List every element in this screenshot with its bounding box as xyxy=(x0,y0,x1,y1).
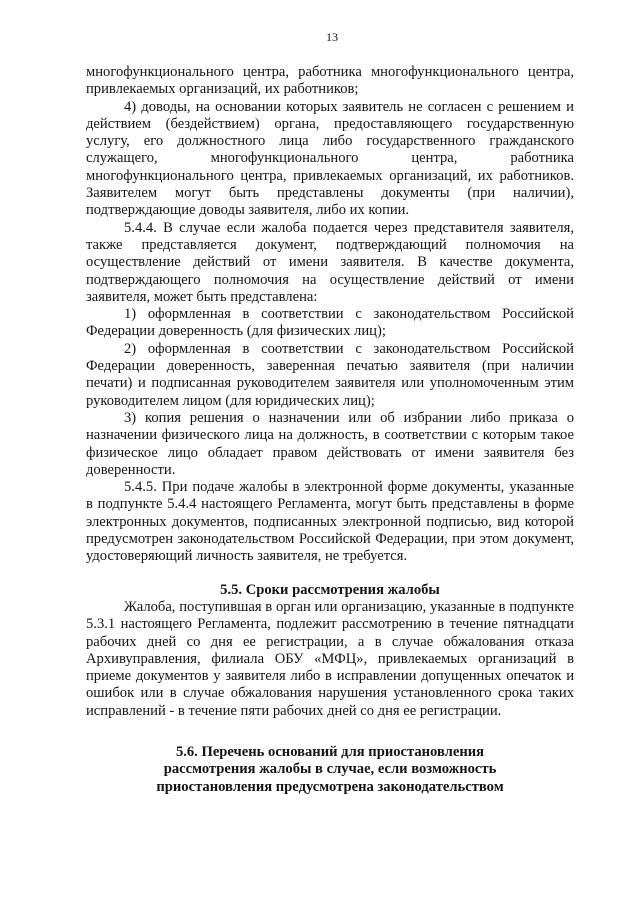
section-5-5-text: Жалоба, поступившая в орган или организацию, указанные в подпункте 5.3.1 настоящего Регламента, подлежит рассмотрению в течение пятнадцати рабочих дней со дня ее регистрации, а в случае обжалования отказа Архивуправления, филиала ОБУ «МФЦ», привлекаемых организаций в приеме документов у заявителя либо в исправлении допущенных опечаток и ошибок или в случае обжалования нарушения установленного срока таких исправлений - в течение пяти рабочих дней со дня ее регистрации. xyxy=(86,598,574,719)
paragraph-5-4-4-item-1: 1) оформленная в соответствии с законодательством Российской Федерации доверенность (для физических лиц); xyxy=(86,306,574,340)
paragraph-continuation: многофункционального центра, работника многофункционального центра, привлекаемых организаций, их работников; xyxy=(86,64,574,98)
paragraph-5-4-4-item-2: 2) оформленная в соответствии с законодательством Российской Федерации доверенность, заверенная печатью заявителя (при наличии печати) и подписанная руководителем заявителя или уполномоченным этим руководителем лицом (для юридических лиц); xyxy=(86,340,574,409)
section-5-6-title-line-2: рассмотрения жалобы в случае, если возможность xyxy=(163,761,497,778)
paragraph-5-4-5: 5.4.5. При подаче жалобы в электронной форме документы, указанные в подпункте 5.4.4 настоящего Регламента, могут быть представлены в форме электронных документов, подписанных электронной подписью, вид которой предусмотрен законодательством Российской Федерации, при этом документ, удостоверяющий личность заявителя, не требуется. xyxy=(86,479,574,565)
section-5-5-title: 5.5. Сроки рассмотрения жалобы xyxy=(220,581,440,598)
document-page xyxy=(86,30,574,796)
paragraph-item-4: 4) доводы, на основании которых заявитель не согласен с решением и действием (бездействием) органа, предоставляющего государственную услугу, его должностного лица либо государственного гражданского служащего, многофункционального центра, работника многофункционального центра, привлекаемых организаций, их работников. Заявителем могут быть представлены документы (при наличии), подтверждающие доводы заявителя, либо их копии. xyxy=(86,98,574,219)
section-5-6-title-line-3: приостановления предусмотрена законодательством xyxy=(156,778,504,795)
section-5-6-title-line-1: 5.6. Перечень оснований для приостановления xyxy=(175,743,485,760)
paragraph-5-4-4: 5.4.4. В случае если жалоба подается через представителя заявителя, также представляется документ, подтверждающий полномочия на осуществление действий от имени заявителя. В качестве документа, подтверждающего полномочия на осуществление действий от имени заявителя, может быть представлена: xyxy=(86,219,574,305)
page-number: 13 xyxy=(326,30,338,44)
section-5-6-title xyxy=(86,744,574,796)
paragraph-5-4-4-item-3: 3) копия решения о назначении или об избрании либо приказа о назначении физического лица на должность, в соответствии с которым такое физическое лицо обладает правом действовать от имени заявителя без доверенности. xyxy=(86,409,574,478)
